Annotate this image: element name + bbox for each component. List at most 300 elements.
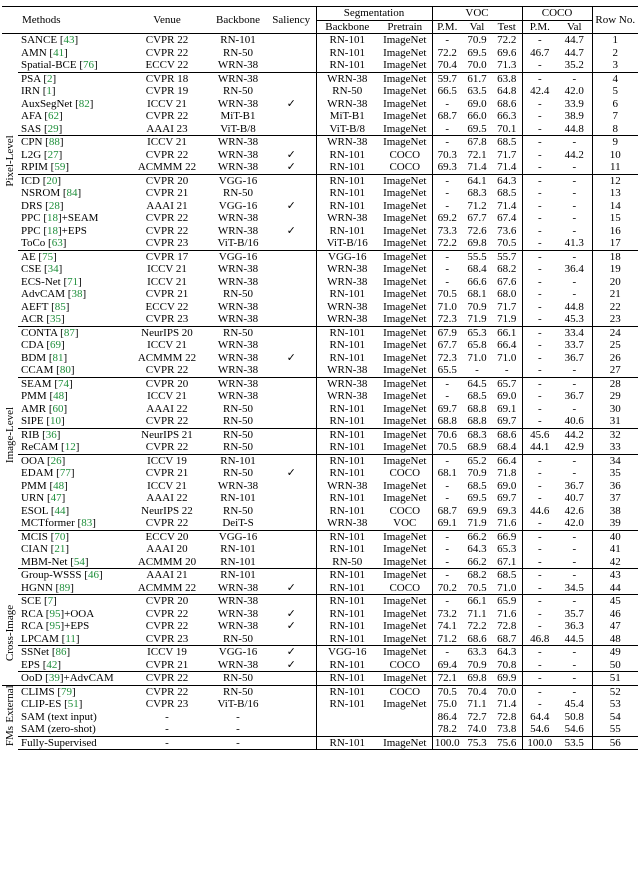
citation-link[interactable]: 95: [49, 620, 61, 632]
voc-test-cell: 64.3: [492, 646, 522, 659]
row-number-cell: 20: [592, 276, 638, 289]
saliency-check: [267, 390, 316, 403]
venue-cell: ECCV 22: [145, 300, 189, 313]
voc-test-cell: 72.2: [492, 34, 522, 47]
venue-cell: CVPR 22: [145, 620, 189, 632]
backbone-cell: RN-50: [223, 46, 253, 59]
citation-link[interactable]: 18: [47, 224, 58, 237]
citation-link[interactable]: 12: [64, 441, 76, 453]
seg-pretrain-cell: ImageNet: [378, 672, 432, 686]
saliency-check: [267, 136, 316, 149]
citation-link[interactable]: 80: [59, 364, 71, 376]
coco-val-cell: 44.5: [564, 632, 584, 645]
coco-val-cell: 44.8: [564, 122, 584, 135]
table-row: [2, 377, 638, 390]
voc-pm-cell: -: [432, 98, 462, 111]
citation-link[interactable]: 2: [47, 72, 53, 85]
citation-link[interactable]: 84: [66, 187, 78, 199]
voc-test-cell: 72.8: [497, 620, 517, 632]
saliency-check: [267, 428, 316, 441]
voc-test-cell: 64.3: [492, 174, 522, 187]
method-cell: Spatial-BCE [76]: [21, 59, 98, 71]
row-number-cell: 37: [592, 492, 638, 505]
coco-pm-cell: -: [522, 364, 557, 377]
saliency-check: [267, 250, 316, 263]
seg-backbone-cell: RN-101: [316, 352, 378, 365]
backbone-cell: RN-50: [223, 632, 253, 645]
header-backbone: Backbone: [209, 7, 267, 34]
voc-val-cell: 69.8: [462, 672, 492, 686]
coco-val-cell: 36.7: [564, 351, 584, 364]
saliency-check: [267, 480, 316, 493]
coco-pm-cell: -: [522, 530, 557, 543]
coco-pm-cell: -: [522, 659, 557, 672]
table-row: [2, 212, 638, 225]
voc-val-cell: 69.5: [467, 492, 487, 504]
seg-backbone-cell: RN-101: [316, 620, 378, 633]
seg-pretrain-cell: [378, 711, 432, 724]
voc-pm-cell: 72.2: [432, 237, 462, 250]
voc-test-cell: 69.0: [497, 479, 517, 492]
citation-link[interactable]: 89: [59, 581, 71, 594]
seg-pretrain-cell: ImageNet: [383, 339, 427, 351]
citation-link[interactable]: 43: [63, 34, 75, 46]
row-number-cell: 23: [592, 313, 638, 326]
citation-link[interactable]: 62: [48, 110, 60, 122]
voc-test-cell: 70.0: [492, 685, 522, 698]
citation-link[interactable]: 60: [52, 402, 64, 415]
seg-backbone-cell: VGG-16: [316, 646, 378, 659]
citation-link[interactable]: 41: [53, 46, 65, 59]
row-number-cell: 25: [592, 339, 638, 352]
citation-link[interactable]: 48: [53, 390, 65, 402]
venue-cell: NeurIPS 22: [141, 504, 193, 517]
voc-val-cell: 68.2: [462, 569, 492, 582]
voc-test-cell: 65.3: [497, 543, 517, 555]
seg-pretrain-cell: ImageNet: [383, 313, 427, 325]
saliency-check: [267, 454, 316, 467]
citation-link[interactable]: 69: [50, 339, 62, 351]
citation-link[interactable]: 39: [48, 672, 60, 684]
coco-val-cell: -: [557, 250, 592, 263]
citation-link[interactable]: 54: [73, 555, 85, 568]
citation-link[interactable]: 86: [55, 646, 67, 658]
seg-pretrain-cell: ImageNet: [383, 402, 427, 415]
method-name: LPCAM: [21, 632, 59, 645]
voc-val-cell: 68.6: [467, 632, 487, 645]
coco-val-cell: -: [557, 595, 592, 608]
method-cell: PPC [18]+SEAM: [21, 212, 99, 224]
voc-pm-cell: 65.5: [432, 364, 462, 377]
saliency-check: [267, 187, 316, 200]
voc-test-cell: 71.3: [497, 59, 517, 71]
seg-backbone-cell: RN-101: [316, 428, 378, 441]
method-name: RCA: [21, 620, 44, 632]
method-cell: LPCAM [11]: [21, 632, 80, 645]
citation-link[interactable]: 95: [49, 607, 61, 620]
citation-link[interactable]: 59: [54, 161, 66, 173]
seg-pretrain-cell: ImageNet: [383, 698, 427, 710]
venue-cell: CVPR 22: [145, 415, 189, 427]
seg-pretrain-cell: COCO: [389, 467, 421, 479]
row-number-cell: 6: [592, 98, 638, 111]
coco-pm-cell: -: [522, 326, 557, 339]
seg-pretrain-cell: ImageNet: [378, 34, 432, 47]
seg-backbone-cell: [316, 723, 378, 736]
seg-backbone-cell: RN-101: [316, 672, 378, 686]
voc-val-cell: 68.3: [467, 187, 487, 199]
voc-test-cell: 71.8: [497, 467, 517, 479]
results-table: [2, 6, 638, 750]
coco-pm-cell: 44.1: [522, 441, 557, 454]
venue-cell: ECCV 22: [145, 59, 189, 71]
voc-test-cell: 68.5: [492, 136, 522, 149]
method-cell: ICD [20]: [18, 174, 125, 187]
voc-pm-cell: 72.1: [432, 672, 462, 686]
voc-val-cell: 68.5: [467, 390, 487, 402]
backbone-cell: -: [209, 736, 267, 750]
venue-cell: ECCV 20: [125, 530, 209, 543]
seg-pretrain-cell: ImageNet: [378, 326, 432, 339]
venue-cell: ACMMM 22: [137, 581, 197, 594]
row-number-cell: 29: [592, 390, 638, 403]
coco-val-cell: -: [557, 136, 592, 149]
seg-backbone-cell: RN-50: [316, 85, 378, 98]
seg-pretrain-cell: ImageNet: [378, 428, 432, 441]
citation-link[interactable]: 10: [50, 415, 62, 427]
voc-val-cell: 71.9: [467, 313, 487, 325]
voc-val-cell: 71.0: [467, 351, 487, 364]
citation-link[interactable]: 88: [48, 136, 60, 148]
method-cell: CPN [88]: [18, 136, 125, 149]
method-name: OoD: [21, 672, 43, 684]
voc-pm-cell: 66.5: [432, 85, 462, 98]
seg-pretrain-cell: ImageNet: [383, 199, 427, 212]
method-name: CLIMS: [21, 685, 55, 698]
coco-val-cell: -: [557, 569, 592, 582]
citation-link[interactable]: 85: [54, 300, 66, 313]
voc-pm-cell: -: [432, 250, 462, 263]
citation-link[interactable]: 7: [47, 595, 54, 607]
voc-test-cell: 67.1: [497, 555, 517, 568]
voc-test-cell: 63.8: [492, 72, 522, 85]
citation-link[interactable]: 70: [54, 530, 66, 543]
seg-backbone-cell: RN-101: [316, 415, 378, 428]
venue-cell: CVPR 20: [125, 377, 209, 390]
method-cell: RCA [95]+EPS: [21, 620, 90, 632]
coco-pm-cell: -: [522, 467, 557, 480]
voc-pm-cell: -: [432, 454, 462, 467]
table-row: [2, 187, 638, 200]
voc-test-cell: 66.4: [492, 454, 522, 467]
method-name: CONTA: [21, 326, 58, 339]
voc-pm-cell: -: [432, 646, 462, 659]
saliency-check: [267, 288, 316, 301]
citation-link[interactable]: 36: [45, 428, 57, 441]
voc-val-cell: 61.7: [462, 72, 492, 85]
saliency-check: [267, 441, 316, 454]
voc-pm-cell: 73.2: [432, 608, 462, 621]
voc-pm-cell: 69.2: [432, 212, 462, 225]
coco-pm-cell: -: [522, 415, 557, 428]
citation-link[interactable]: 20: [46, 174, 58, 187]
method-cell: RCA [95]+OOA: [21, 607, 95, 620]
backbone-cell: VGG-16: [209, 530, 267, 543]
seg-backbone-cell: WRN-38: [316, 276, 378, 289]
table-row: [2, 390, 638, 403]
citation-link[interactable]: 34: [47, 263, 59, 275]
voc-val-cell: 69.0: [467, 97, 487, 110]
voc-pm-cell: 70.2: [432, 582, 462, 595]
voc-val-cell: -: [475, 364, 479, 376]
voc-pm-cell: -: [432, 263, 462, 276]
saliency-check: [267, 543, 316, 556]
seg-backbone-cell: MiT-B1: [316, 110, 378, 123]
saliency-check: [267, 685, 316, 698]
voc-test-cell: 71.6: [497, 607, 517, 620]
row-number-cell: 40: [592, 530, 638, 543]
coco-val-cell: -: [572, 161, 577, 173]
table-row: [2, 161, 638, 174]
coco-val-cell: 45.3: [564, 313, 584, 325]
venue-cell: CVPR 20: [125, 174, 209, 187]
coco-pm-cell: -: [522, 672, 557, 686]
backbone-cell: WRN-38: [217, 390, 259, 402]
seg-backbone-cell: RN-101: [316, 59, 378, 72]
table-row: [2, 364, 638, 377]
header-coco-pm: P.M.: [522, 20, 557, 34]
citation-link[interactable]: 75: [42, 250, 54, 263]
voc-val-cell: 70.9: [467, 467, 487, 479]
table-row: [2, 149, 638, 162]
method-cell: SEAM [74]: [18, 377, 125, 390]
table-row: [2, 200, 638, 213]
coco-val-cell: 42.6: [564, 504, 584, 517]
backbone-cell: VGG-16: [209, 646, 267, 659]
coco-val-cell: 42.0: [564, 517, 584, 529]
citation-link[interactable]: 77: [59, 467, 71, 479]
seg-pretrain-cell: ImageNet: [383, 237, 427, 249]
category-cell: [2, 723, 18, 750]
coco-val-cell: -: [557, 72, 592, 85]
table-row: [2, 543, 638, 556]
voc-test-cell: 64.8: [497, 85, 517, 97]
citation-link[interactable]: 29: [47, 122, 59, 135]
voc-test-cell: 71.7: [497, 148, 517, 161]
method-cell: ESOL [44]: [21, 504, 70, 517]
voc-test-cell: 75.6: [492, 736, 522, 750]
seg-pretrain-cell: ImageNet: [383, 288, 427, 300]
coco-val-cell: 36.7: [564, 479, 584, 492]
method-name: MBM-Net: [21, 555, 68, 568]
voc-pm-cell: 68.7: [432, 110, 462, 123]
coco-val-cell: -: [572, 555, 577, 568]
citation-link[interactable]: 51: [67, 698, 79, 710]
saliency-check: [267, 276, 316, 289]
seg-pretrain-cell: ImageNet: [383, 492, 427, 504]
voc-test-cell: 69.6: [497, 46, 517, 59]
citation-link[interactable]: 71: [67, 275, 79, 288]
row-number-cell: 38: [592, 505, 638, 518]
table-row: [2, 608, 638, 621]
coco-pm-cell: -: [522, 263, 557, 276]
citation-link[interactable]: 11: [65, 632, 76, 645]
voc-test-cell: 65.7: [492, 377, 522, 390]
seg-backbone-cell: WRN-38: [316, 98, 378, 111]
venue-cell: AAAI 22: [146, 492, 188, 504]
method-name: IRN: [21, 85, 40, 97]
citation-link[interactable]: 83: [81, 517, 93, 529]
venue-cell: ICCV 21: [147, 390, 187, 402]
row-number-cell: 34: [592, 454, 638, 467]
coco-pm-cell: -: [522, 123, 557, 136]
seg-pretrain-cell: ImageNet: [383, 224, 427, 237]
method-cell: AMR [60]: [21, 402, 68, 415]
citation-link[interactable]: 63: [51, 237, 63, 249]
voc-test-cell: 68.5: [492, 569, 522, 582]
voc-val-cell: 65.8: [467, 339, 487, 351]
voc-val-cell: 68.8: [467, 402, 487, 415]
citation-link[interactable]: 46: [87, 569, 99, 581]
venue-cell: CVPR 22: [145, 110, 189, 122]
citation-link[interactable]: 21: [54, 543, 66, 555]
coco-val-cell: -: [572, 187, 577, 199]
backbone-cell: WRN-38: [209, 595, 267, 608]
citation-link[interactable]: 76: [83, 59, 95, 71]
method-name: SAM (zero-shot): [21, 723, 96, 735]
voc-pm-cell: 69.4: [432, 659, 462, 672]
coco-pm-cell: -: [522, 352, 557, 365]
voc-test-cell: 66.4: [497, 339, 517, 351]
citation-link[interactable]: 44: [54, 504, 66, 517]
venue-cell: CVPR 22: [145, 46, 189, 59]
voc-val-cell: 63.5: [467, 85, 487, 97]
coco-pm-cell: -: [522, 288, 557, 301]
coco-val-cell: 36.7: [564, 390, 584, 402]
seg-pretrain-cell: ImageNet: [383, 110, 427, 122]
voc-pm-cell: 70.5: [432, 441, 462, 454]
method-cell: Group-WSSS [46]: [18, 569, 125, 582]
seg-backbone-cell: RN-101: [316, 200, 378, 213]
table-row: [2, 276, 638, 289]
citation-link[interactable]: 79: [61, 685, 73, 698]
citation-link[interactable]: 18: [47, 212, 58, 224]
coco-pm-cell: -: [522, 98, 557, 111]
voc-test-cell: 69.7: [497, 492, 517, 504]
coco-val-cell: 44.2: [557, 428, 592, 441]
venue-cell: -: [125, 736, 209, 750]
voc-val-cell: 71.1: [467, 698, 487, 710]
voc-test-cell: 65.9: [492, 595, 522, 608]
citation-link[interactable]: 38: [71, 288, 83, 300]
citation-link[interactable]: 81: [52, 351, 64, 364]
voc-val-cell: 68.3: [462, 428, 492, 441]
citation-link[interactable]: 28: [48, 199, 60, 212]
seg-pretrain-cell: ImageNet: [383, 122, 427, 135]
voc-pm-cell: 70.5: [432, 288, 462, 301]
citation-link[interactable]: 35: [50, 313, 62, 325]
voc-test-cell: 73.6: [497, 224, 517, 237]
backbone-cell: RN-101: [220, 543, 256, 555]
voc-pm-cell: -: [432, 123, 462, 136]
method-name: AMR: [21, 402, 47, 415]
venue-cell: CVPR 22: [145, 212, 189, 224]
backbone-cell: WRN-38: [217, 161, 259, 173]
voc-val-cell: 64.3: [467, 543, 487, 555]
venue-cell: CVPR 22: [145, 224, 189, 237]
seg-backbone-cell: RN-101: [316, 225, 378, 238]
seg-pretrain-cell: ImageNet: [383, 479, 427, 492]
voc-val-cell: 66.2: [462, 530, 492, 543]
method-name: EDAM: [21, 467, 54, 479]
citation-link[interactable]: 47: [50, 492, 62, 504]
voc-test-cell: 71.4: [497, 698, 517, 710]
table-row: [2, 326, 638, 339]
voc-test-cell: 68.5: [497, 187, 517, 199]
saliency-check: ✓: [286, 148, 296, 161]
citation-link[interactable]: 1: [46, 85, 52, 97]
coco-val-cell: 33.4: [557, 326, 592, 339]
voc-test-cell: 66.1: [492, 326, 522, 339]
saliency-check: [267, 174, 316, 187]
coco-pm-cell: -: [522, 339, 557, 352]
row-number-cell: 36: [592, 480, 638, 493]
table-row: [2, 492, 638, 505]
seg-backbone-cell: RN-101: [316, 685, 378, 698]
table-row: [2, 633, 638, 646]
coco-pm-cell: -: [522, 161, 557, 174]
citation-link[interactable]: 26: [50, 454, 62, 467]
saliency-check: [267, 212, 316, 225]
seg-pretrain-cell: ImageNet: [383, 46, 427, 59]
table-row: [2, 72, 638, 85]
method-name: AuxSegNet: [21, 97, 73, 110]
seg-backbone-cell: RN-101: [316, 441, 378, 454]
voc-pm-cell: -: [432, 569, 462, 582]
coco-pm-cell: -: [522, 517, 557, 530]
saliency-check: ✓: [286, 161, 296, 173]
voc-test-cell: 71.7: [497, 300, 517, 313]
saliency-check: [267, 569, 316, 582]
voc-pm-cell: -: [432, 276, 462, 289]
backbone-cell: WRN-38: [217, 275, 259, 288]
backbone-cell: ViT-B/8: [220, 122, 256, 135]
row-number-cell: 5: [592, 85, 638, 98]
method-name: SEAM: [21, 377, 52, 390]
seg-backbone-cell: WRN-38: [316, 480, 378, 493]
citation-link[interactable]: 87: [63, 326, 75, 339]
header-voc-val: Val: [462, 20, 492, 34]
table-header: [2, 7, 638, 34]
coco-val-cell: -: [572, 224, 577, 237]
citation-link[interactable]: 27: [47, 148, 59, 161]
header-row-no: Row No.: [592, 7, 638, 34]
backbone-cell: WRN-38: [217, 148, 259, 161]
method-cell: CSE [34]: [21, 263, 63, 275]
row-number-cell: 7: [592, 110, 638, 123]
coco-pm-cell: -: [522, 608, 557, 621]
citation-link[interactable]: 42: [46, 658, 58, 671]
table-row: [2, 301, 638, 314]
category-label: Cross-Image: [3, 604, 16, 662]
row-number-cell: 22: [592, 301, 638, 314]
citation-link[interactable]: 82: [78, 97, 90, 110]
backbone-cell: RN-50: [223, 467, 253, 479]
row-number-cell: 47: [592, 620, 638, 633]
citation-link[interactable]: 48: [53, 479, 65, 492]
method-name: AFA: [21, 110, 42, 122]
citation-link[interactable]: 74: [57, 377, 69, 390]
